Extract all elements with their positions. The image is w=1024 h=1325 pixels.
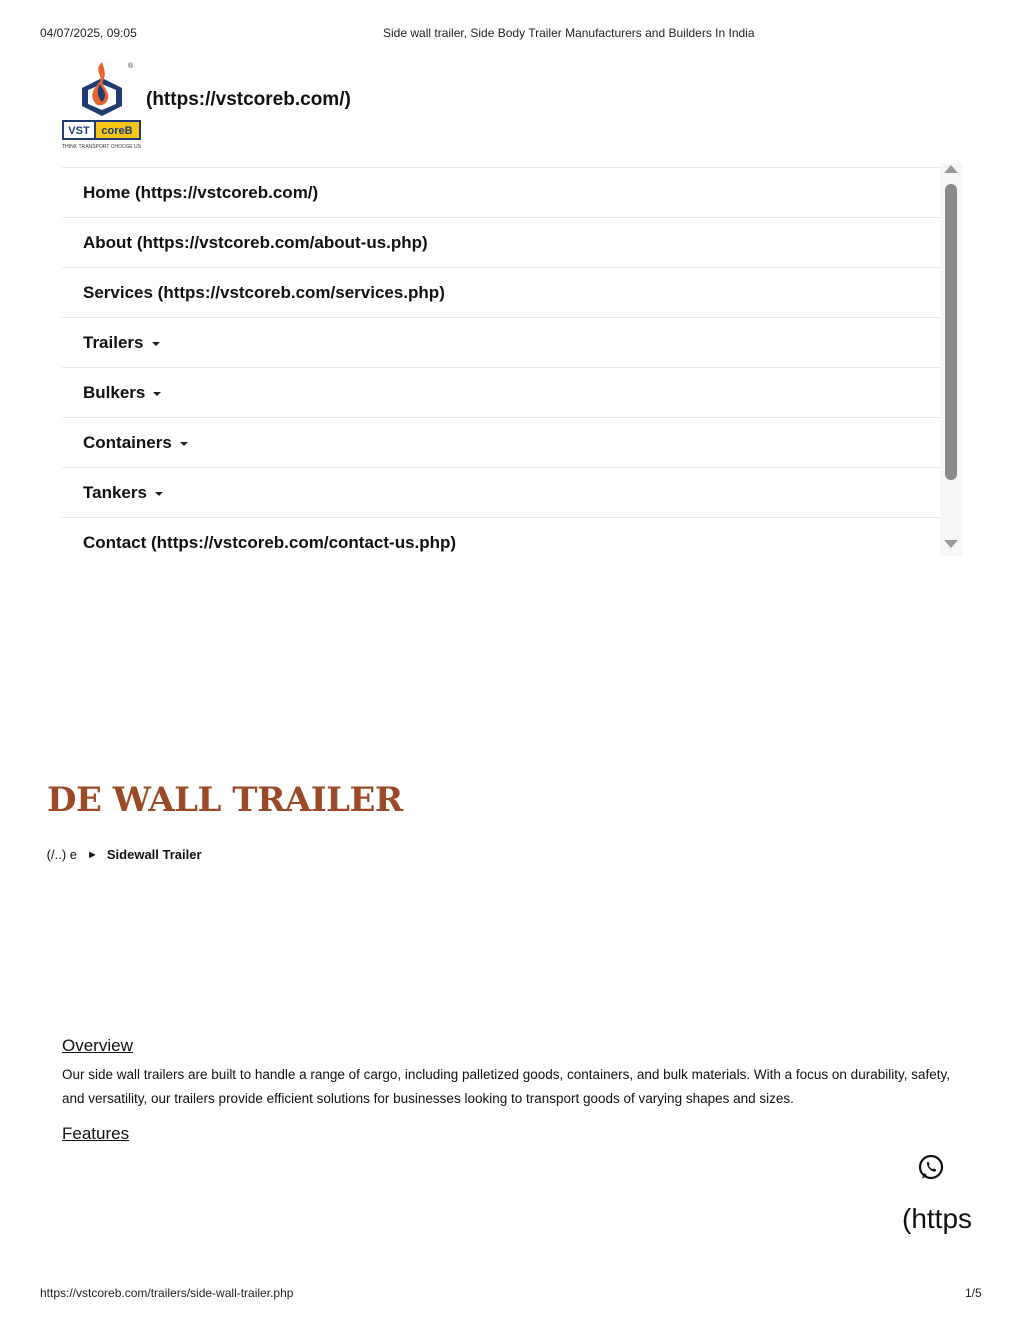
nav-item-trailers[interactable] (62, 317, 940, 367)
breadcrumb-separator-icon: ► (87, 848, 98, 861)
nav-item-bulkers[interactable] (62, 367, 940, 417)
caret-down-icon (153, 392, 161, 396)
nav-item-tankers[interactable] (62, 467, 940, 517)
logo-link-text[interactable]: (https://vstcoreb.com/) (146, 89, 351, 110)
print-url: https://vstcoreb.com/trailers/side-wall-trailer.php (40, 1286, 294, 1300)
nav-item-home[interactable] (62, 167, 940, 217)
print-datetime: 04/07/2025, 09:05 (40, 26, 137, 40)
nav-item-services[interactable] (62, 267, 940, 317)
nav-item-label: Tankers (83, 482, 147, 502)
scroll-up-arrow-icon[interactable] (944, 165, 958, 173)
nav-item-about[interactable] (62, 217, 940, 267)
whatsapp-glyph (917, 1154, 945, 1182)
page-title: DE WALL TRAILER (47, 780, 403, 820)
nav-item-containers[interactable] (62, 417, 940, 467)
logo-tagline: THINK TRANSPORT CHOOSE US (62, 144, 141, 150)
caret-down-icon (152, 342, 160, 346)
breadcrumb-home-link[interactable]: e (../) (47, 847, 77, 862)
menu-scrollbar-thumb[interactable] (945, 184, 957, 480)
scroll-down-arrow-icon[interactable] (944, 540, 958, 548)
print-page-title: Side wall trailer, Side Body Trailer Manufacturers and Builders In India (383, 26, 755, 40)
nav-item-label: Contact (https://vstcoreb.com/contact-us.php) (83, 532, 457, 552)
nav-item-label: Services (https://vstcoreb.com/services.php) (83, 282, 445, 302)
print-page-number: 1/5 (965, 1286, 982, 1300)
site-logo[interactable] (62, 58, 144, 150)
main-nav-menu (62, 167, 940, 567)
caret-down-icon (155, 492, 163, 496)
nav-item-label: Containers (83, 432, 172, 452)
nav-item-contact[interactable] (62, 517, 940, 567)
vst-coreb-logo-icon (62, 58, 144, 150)
breadcrumb (47, 847, 202, 862)
caret-down-icon (180, 442, 188, 446)
logo-brand-right: coreB (101, 125, 133, 137)
nav-item-label: Home (https://vstcoreb.com/) (83, 182, 319, 202)
logo-registered-mark: ® (128, 63, 134, 70)
nav-item-label: Trailers (83, 332, 144, 352)
overview-heading-link[interactable]: Overview (62, 1036, 133, 1055)
whatsapp-link-text[interactable]: (https (902, 1203, 973, 1234)
nav-item-label: About (https://vstcoreb.com/about-us.php) (83, 232, 428, 252)
breadcrumb-current: Sidewall Trailer (106, 847, 202, 862)
whatsapp-icon[interactable] (917, 1154, 945, 1182)
features-heading-link[interactable]: Features (62, 1124, 130, 1143)
logo-brand-left: VST (68, 125, 90, 137)
overview-text: Our side wall trailers are built to handle a range of cargo, including palletized goods, containers, and bulk materials. With a focus on durability, safety, and versatility, our trailers provide efficient solutions for businesses looking to transport goods of varying shapes and sizes. (62, 1067, 950, 1106)
nav-item-label: Bulkers (83, 382, 146, 402)
